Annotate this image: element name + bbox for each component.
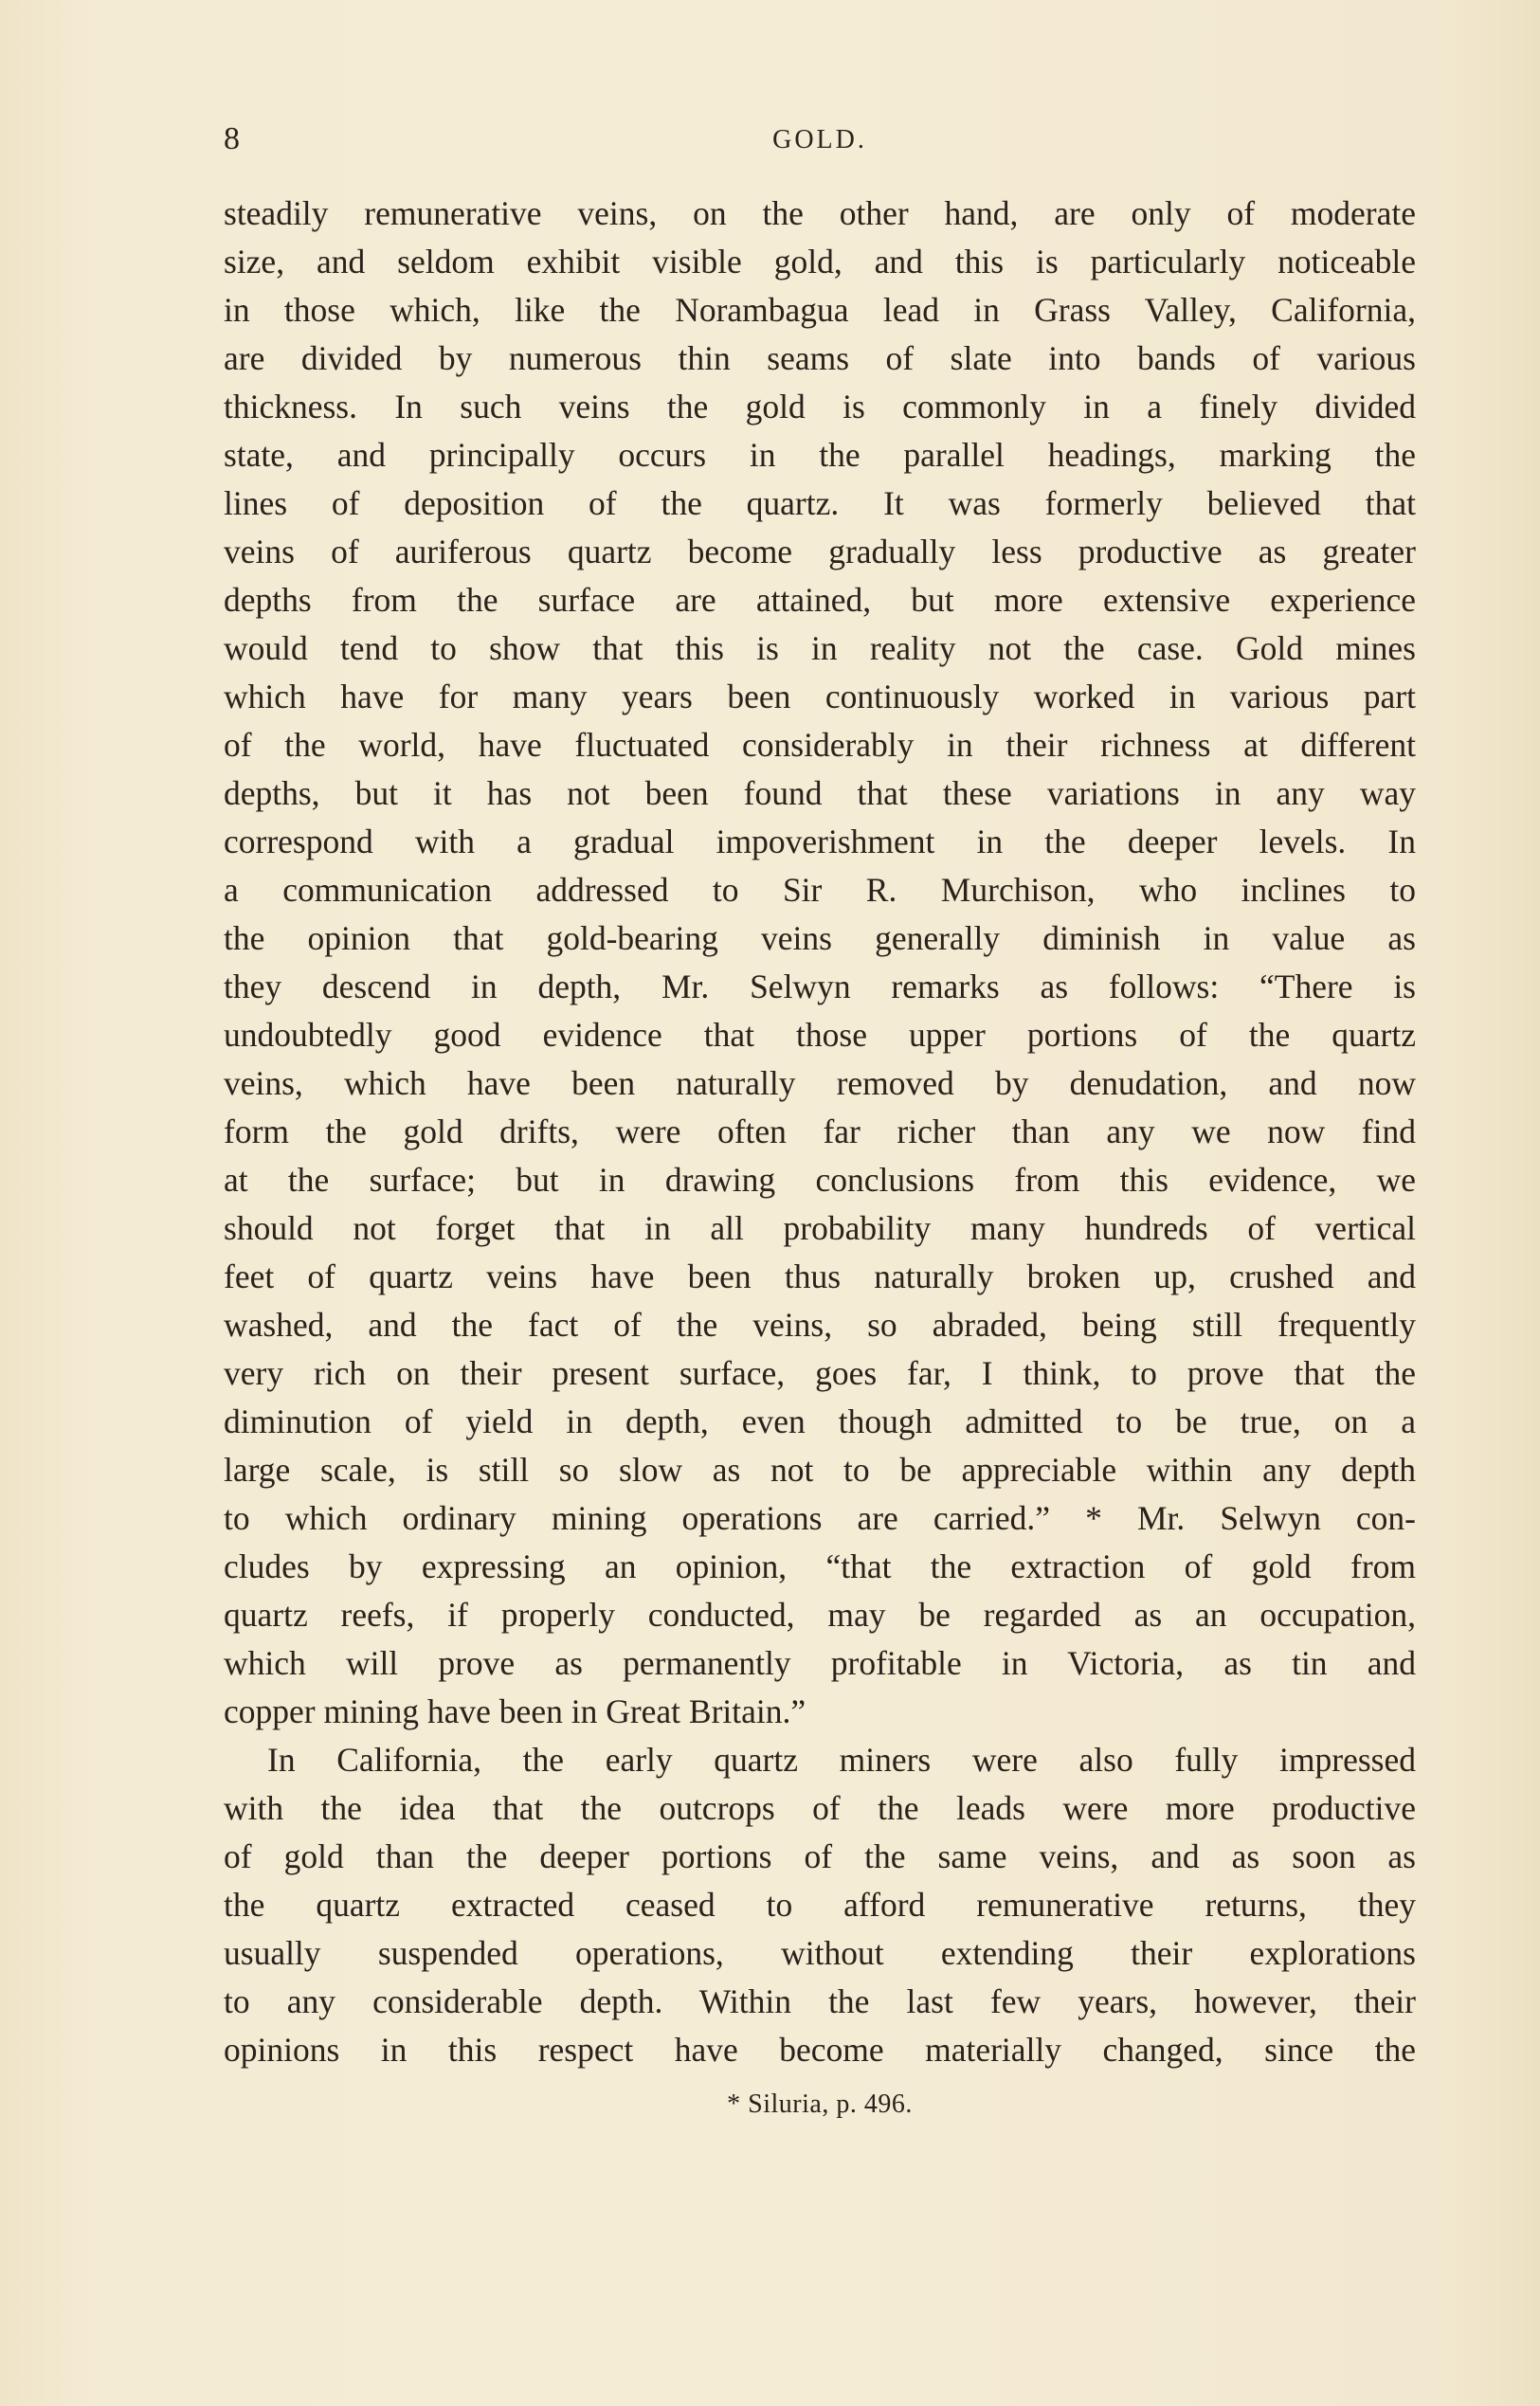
text-line: thickness. In such veins the gold is commonly in a finely divided <box>224 388 1416 425</box>
text-line: in those which, like the Norambagua lead in Grass Valley, California, <box>224 291 1416 329</box>
text-line: washed, and the fact of the veins, so abraded, being still frequently <box>224 1306 1416 1344</box>
text-line: diminution of yield in depth, even though admitted to be true, on a <box>224 1402 1416 1440</box>
text-line: size, and seldom exhibit visible gold, and this is particularly noticeable <box>224 243 1416 280</box>
body-text <box>224 190 1416 2074</box>
text-line: usually suspended operations, without extending their explorations <box>224 1934 1416 1972</box>
text-line: lines of deposition of the quartz. It was formerly believed that <box>224 484 1416 522</box>
text-line: of gold than the deeper portions of the same veins, and as soon as <box>224 1837 1416 1875</box>
text-line: at the surface; but in drawing conclusions from this evidence, we <box>224 1161 1416 1199</box>
text-line: cludes by expressing an opinion, “that the extraction of gold from <box>224 1547 1416 1585</box>
text-line: depths from the surface are attained, but more extensive experience <box>224 581 1416 619</box>
text-line: should not forget that in all probability many hundreds of vertical <box>224 1209 1416 1247</box>
text-line: feet of quartz veins have been thus naturally broken up, crushed and <box>224 1257 1416 1295</box>
text-line: the quartz extracted ceased to afford remunerative returns, they <box>224 1886 1416 1924</box>
footnote: * Siluria, p. 496. <box>727 2089 913 2119</box>
text-line: are divided by numerous thin seams of slate into bands of various <box>224 339 1416 377</box>
text-line: correspond with a gradual impoverishment in the deeper levels. In <box>224 823 1416 860</box>
text-line: undoubtedly good evidence that those upper portions of the quartz <box>224 1016 1416 1054</box>
text-line: steadily remunerative veins, on the other hand, are only of moderate <box>224 194 1416 232</box>
page-header <box>224 121 1416 178</box>
text-line: of the world, have fluctuated considerably in their richness at different <box>224 726 1416 764</box>
text-line: which have for many years been continuously worked in various part <box>224 678 1416 715</box>
text-line: would tend to show that this is in reality not the case. Gold mines <box>224 629 1416 667</box>
running-head: GOLD. <box>772 125 867 154</box>
paragraph <box>224 1736 1416 2074</box>
text-line: state, and principally occurs in the parallel headings, marking the <box>224 436 1416 474</box>
text-line: In California, the early quartz miners were also fully impressed <box>267 1741 1416 1779</box>
text-line: depths, but it has not been found that these variations in any way <box>224 774 1416 812</box>
text-line: form the gold drifts, were often far richer than any we now find <box>224 1113 1416 1150</box>
text-line: copper mining have been in Great Britain.” <box>224 1692 806 1730</box>
text-line: to which ordinary mining operations are carried.” * Mr. Selwyn con- <box>224 1499 1416 1537</box>
text-line: veins, which have been naturally removed by denudation, and now <box>224 1064 1416 1102</box>
paragraph <box>224 190 1416 1736</box>
text-line: quartz reefs, if properly conducted, may be regarded as an occupation, <box>224 1596 1416 1634</box>
text-line: large scale, is still so slow as not to be appreciable within any depth <box>224 1451 1416 1489</box>
text-line: with the idea that the outcrops of the leads were more productive <box>224 1789 1416 1827</box>
text-line: the opinion that gold-bearing veins generally diminish in value as <box>224 919 1416 957</box>
text-line: which will prove as permanently profitable in Victoria, as tin and <box>224 1644 1416 1682</box>
text-line: they descend in depth, Mr. Selwyn remarks as follows: “There is <box>224 968 1416 1005</box>
page-number: 8 <box>224 121 241 156</box>
text-line: veins of auriferous quartz become gradually less productive as greater <box>224 533 1416 570</box>
text-line: to any considerable depth. Within the last few years, however, their <box>224 1982 1416 2020</box>
text-line: opinions in this respect have become materially changed, since the <box>224 2031 1416 2069</box>
text-line: very rich on their present surface, goes far, I think, to prove that the <box>224 1354 1416 1392</box>
text-line: a communication addressed to Sir R. Murchison, who inclines to <box>224 871 1416 909</box>
